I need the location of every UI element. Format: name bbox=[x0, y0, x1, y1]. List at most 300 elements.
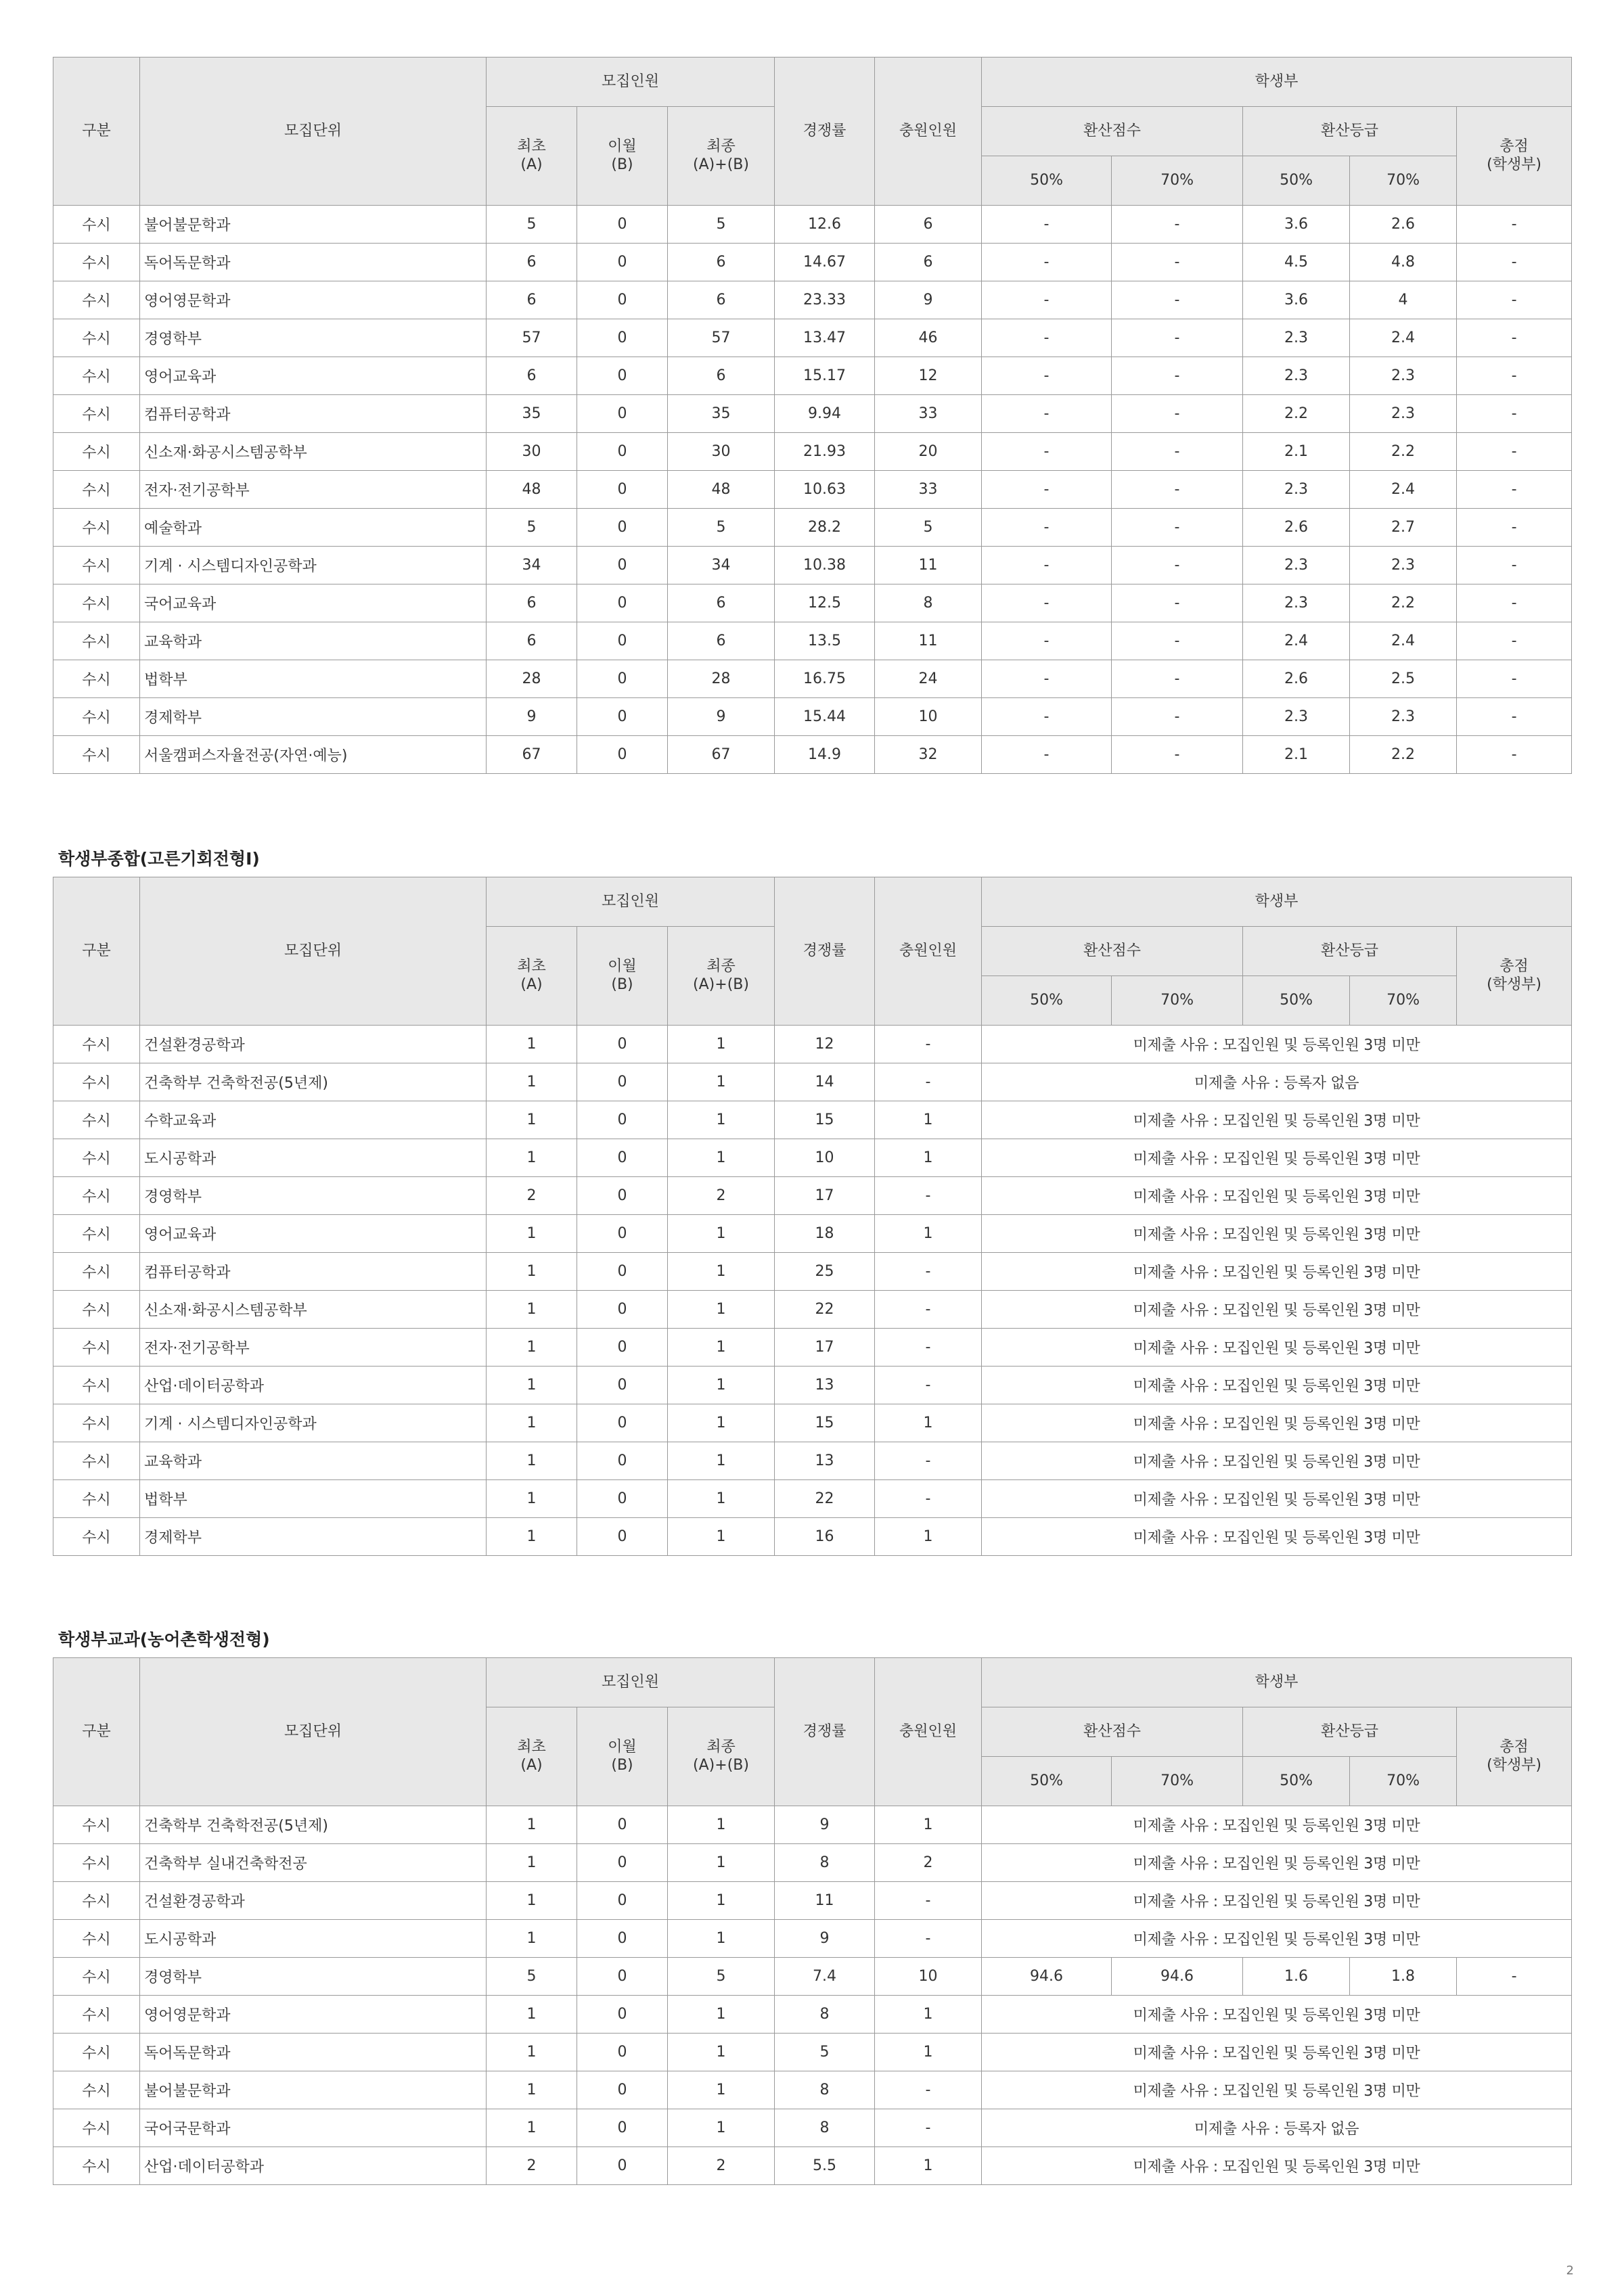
table-cell: - bbox=[875, 1882, 982, 1920]
table-cell: 2 bbox=[668, 2147, 775, 2185]
table-row bbox=[53, 1442, 1572, 1480]
header-final-label: 최종 bbox=[706, 1739, 736, 1756]
table-row bbox=[53, 1480, 1572, 1518]
header-final-sub: (A)+(B) bbox=[693, 1756, 749, 1774]
omission-reason: 미제출 사유 : 모집인원 및 등록인원 3명 미만 bbox=[982, 2071, 1572, 2109]
table-cell: 1 bbox=[875, 2034, 982, 2071]
table-cell: 35 bbox=[487, 395, 577, 433]
table-cell: 1 bbox=[668, 1404, 775, 1442]
header-unit: 모집단위 bbox=[140, 877, 487, 1026]
table-cell: 수시 bbox=[53, 1063, 140, 1101]
table-row bbox=[53, 1291, 1572, 1329]
table-cell: 1 bbox=[668, 1215, 775, 1253]
header-grade: 환산등급 bbox=[1243, 107, 1457, 156]
table-cell: 수시 bbox=[53, 1367, 140, 1404]
table-cell: 10 bbox=[875, 698, 982, 736]
table-cell: 10.63 bbox=[775, 471, 875, 509]
table-cell: - bbox=[982, 319, 1112, 357]
table-row bbox=[53, 395, 1572, 433]
table-row bbox=[53, 1806, 1572, 1844]
header-rate: 경쟁률 bbox=[775, 58, 875, 206]
header-carry bbox=[577, 927, 668, 1026]
table-cell: 5 bbox=[668, 206, 775, 244]
table-cell: 6 bbox=[487, 584, 577, 622]
table-cell: 1 bbox=[875, 1215, 982, 1253]
header-p50: 50% bbox=[1243, 976, 1350, 1026]
header-grade: 환산등급 bbox=[1243, 1707, 1457, 1757]
table-row bbox=[53, 1404, 1572, 1442]
table-cell: 2.6 bbox=[1243, 509, 1350, 547]
table-row bbox=[53, 2147, 1572, 2185]
table-cell: 국어교육과 bbox=[140, 584, 487, 622]
table-cell: 0 bbox=[577, 1177, 668, 1215]
table-cell: 1 bbox=[487, 1253, 577, 1291]
table-cell: 0 bbox=[577, 1518, 668, 1556]
table-cell: - bbox=[982, 357, 1112, 395]
table-cell: 0 bbox=[577, 547, 668, 584]
table-cell: - bbox=[982, 736, 1112, 774]
omission-reason: 미제출 사유 : 모집인원 및 등록인원 3명 미만 bbox=[982, 1920, 1572, 1958]
table-cell: - bbox=[1112, 206, 1243, 244]
table-cell: - bbox=[875, 1253, 982, 1291]
table-cell: 2.2 bbox=[1350, 433, 1457, 471]
omission-reason: 미제출 사유 : 모집인원 및 등록인원 3명 미만 bbox=[982, 1367, 1572, 1404]
table-cell: 1 bbox=[875, 1996, 982, 2034]
table-cell: 2.3 bbox=[1243, 357, 1350, 395]
table-cell: 1.8 bbox=[1350, 1958, 1457, 1996]
table-cell: 수시 bbox=[53, 1101, 140, 1139]
header-total-label: 총점 bbox=[1499, 958, 1529, 975]
header-gubun: 구분 bbox=[53, 877, 140, 1026]
table-cell: 17 bbox=[775, 1329, 875, 1367]
table-cell: 12.6 bbox=[775, 206, 875, 244]
table-cell: 신소재·화공시스템공학부 bbox=[140, 433, 487, 471]
table-cell: - bbox=[1112, 433, 1243, 471]
table-cell: 2 bbox=[487, 1177, 577, 1215]
header-final bbox=[668, 107, 775, 206]
table-cell: 법학부 bbox=[140, 1480, 487, 1518]
table-cell: 34 bbox=[668, 547, 775, 584]
table-cell: 22 bbox=[775, 1480, 875, 1518]
table-cell: - bbox=[875, 1480, 982, 1518]
table-cell: 0 bbox=[577, 319, 668, 357]
section-title: 학생부교과(농어촌학생전형) bbox=[58, 1630, 270, 1649]
table-cell: 13 bbox=[775, 1442, 875, 1480]
table-cell: 2.1 bbox=[1243, 433, 1350, 471]
table-cell: - bbox=[982, 547, 1112, 584]
table-cell: 5 bbox=[487, 1958, 577, 1996]
table-cell: 6 bbox=[487, 357, 577, 395]
table-row bbox=[53, 1518, 1572, 1556]
header-final bbox=[668, 927, 775, 1026]
table-cell: 2.2 bbox=[1243, 395, 1350, 433]
section-title: 학생부종합(고른기회전형Ⅰ) bbox=[58, 849, 260, 869]
header-grade: 환산등급 bbox=[1243, 927, 1457, 976]
table-cell: - bbox=[1457, 509, 1572, 547]
table-cell: - bbox=[982, 281, 1112, 319]
table-cell: 8 bbox=[775, 2109, 875, 2147]
table-cell: - bbox=[1457, 660, 1572, 698]
table-cell: 67 bbox=[487, 736, 577, 774]
table-row bbox=[53, 1844, 1572, 1882]
table-cell: 12.5 bbox=[775, 584, 875, 622]
omission-reason: 미제출 사유 : 모집인원 및 등록인원 3명 미만 bbox=[982, 1996, 1572, 2034]
table-cell: 도시공학과 bbox=[140, 1920, 487, 1958]
table-cell: 6 bbox=[875, 206, 982, 244]
table-cell: 수시 bbox=[53, 395, 140, 433]
omission-reason: 미제출 사유 : 모집인원 및 등록인원 3명 미만 bbox=[982, 1844, 1572, 1882]
table-cell: 수시 bbox=[53, 1291, 140, 1329]
table-cell: - bbox=[1112, 660, 1243, 698]
header-init-label: 최초 bbox=[517, 138, 546, 156]
table-cell: 2.2 bbox=[1350, 584, 1457, 622]
table-cell: 1 bbox=[668, 1480, 775, 1518]
table-cell: 수시 bbox=[53, 660, 140, 698]
table-row bbox=[53, 1253, 1572, 1291]
table-row bbox=[53, 281, 1572, 319]
table-cell: 수시 bbox=[53, 433, 140, 471]
table-cell: 전자·전기공학부 bbox=[140, 1329, 487, 1367]
table-cell: 1 bbox=[875, 1139, 982, 1177]
table-cell: 57 bbox=[487, 319, 577, 357]
table-cell: 6 bbox=[668, 584, 775, 622]
table-cell: - bbox=[875, 1367, 982, 1404]
table-cell: 15 bbox=[775, 1404, 875, 1442]
table-cell: 수시 bbox=[53, 622, 140, 660]
table-row bbox=[53, 471, 1572, 509]
admission-section-3 bbox=[53, 1630, 1571, 2185]
table-cell: 0 bbox=[577, 736, 668, 774]
table-cell: - bbox=[875, 1920, 982, 1958]
table-cell: - bbox=[875, 1177, 982, 1215]
table-cell: 수시 bbox=[53, 1920, 140, 1958]
table-cell: 48 bbox=[487, 471, 577, 509]
table-cell: 0 bbox=[577, 2109, 668, 2147]
table-cell: 1 bbox=[487, 1215, 577, 1253]
table-cell: - bbox=[982, 206, 1112, 244]
table-cell: 서울캠퍼스자율전공(자연·예능) bbox=[140, 736, 487, 774]
header-score: 환산점수 bbox=[982, 107, 1243, 156]
table-cell: - bbox=[1112, 622, 1243, 660]
table-cell: 0 bbox=[577, 1958, 668, 1996]
omission-reason: 미제출 사유 : 모집인원 및 등록인원 3명 미만 bbox=[982, 1329, 1572, 1367]
header-p50: 50% bbox=[1243, 156, 1350, 206]
table-cell: 11 bbox=[875, 622, 982, 660]
table-cell: 1 bbox=[668, 1882, 775, 1920]
table-cell: - bbox=[1457, 698, 1572, 736]
table-cell: - bbox=[1112, 736, 1243, 774]
header-p50: 50% bbox=[1243, 1757, 1350, 1806]
table-cell: 4.5 bbox=[1243, 244, 1350, 281]
header-carry-label: 이월 bbox=[608, 958, 637, 975]
table-cell: 16.75 bbox=[775, 660, 875, 698]
table-cell: 15.44 bbox=[775, 698, 875, 736]
table-cell: 0 bbox=[577, 357, 668, 395]
table-cell: 0 bbox=[577, 1026, 668, 1063]
table-cell: 1 bbox=[487, 1882, 577, 1920]
table-cell: 6 bbox=[668, 281, 775, 319]
table-cell: 수시 bbox=[53, 319, 140, 357]
header-p50: 50% bbox=[982, 976, 1112, 1026]
table-row bbox=[53, 1996, 1572, 2034]
table-cell: 1 bbox=[668, 1063, 775, 1101]
table-cell: 신소재·화공시스템공학부 bbox=[140, 1291, 487, 1329]
table-cell: - bbox=[1457, 471, 1572, 509]
table-cell: 1 bbox=[668, 1026, 775, 1063]
omission-reason: 미제출 사유 : 모집인원 및 등록인원 3명 미만 bbox=[982, 1253, 1572, 1291]
table-cell: - bbox=[1112, 471, 1243, 509]
table-cell: 18 bbox=[775, 1215, 875, 1253]
table-cell: 5 bbox=[668, 509, 775, 547]
table-cell: 2.4 bbox=[1350, 471, 1457, 509]
header-p50: 50% bbox=[982, 1757, 1112, 1806]
header-recruit: 모집인원 bbox=[487, 877, 775, 927]
table-cell: 21.93 bbox=[775, 433, 875, 471]
table-cell: 0 bbox=[577, 1806, 668, 1844]
header-total bbox=[1457, 1707, 1572, 1806]
table-cell: 2.5 bbox=[1350, 660, 1457, 698]
table-row bbox=[53, 509, 1572, 547]
table-cell: 17 bbox=[775, 1177, 875, 1215]
table-cell: 0 bbox=[577, 660, 668, 698]
table-cell: 33 bbox=[875, 471, 982, 509]
table-cell: 6 bbox=[668, 244, 775, 281]
table-cell: 11 bbox=[875, 547, 982, 584]
table-cell: 15 bbox=[775, 1101, 875, 1139]
table-cell: 1 bbox=[487, 2071, 577, 2109]
header-total bbox=[1457, 927, 1572, 1026]
omission-reason: 미제출 사유 : 모집인원 및 등록인원 3명 미만 bbox=[982, 1026, 1572, 1063]
table-cell: 2.3 bbox=[1350, 698, 1457, 736]
table-cell: 13 bbox=[775, 1367, 875, 1404]
table-cell: 경영학부 bbox=[140, 1177, 487, 1215]
page-number: 2 bbox=[1566, 2264, 1574, 2278]
table-cell: 2.4 bbox=[1350, 319, 1457, 357]
table-cell: 9 bbox=[775, 1806, 875, 1844]
table-cell: 25 bbox=[775, 1253, 875, 1291]
table-cell: 0 bbox=[577, 1920, 668, 1958]
omission-reason: 미제출 사유 : 모집인원 및 등록인원 3명 미만 bbox=[982, 1442, 1572, 1480]
table-cell: - bbox=[982, 244, 1112, 281]
table-cell: 교육학과 bbox=[140, 1442, 487, 1480]
table-cell: 1 bbox=[487, 1806, 577, 1844]
table-cell: 0 bbox=[577, 698, 668, 736]
table-cell: 1 bbox=[668, 1806, 775, 1844]
header-p70: 70% bbox=[1112, 156, 1243, 206]
header-extra: 충원인원 bbox=[875, 58, 982, 206]
table-cell: 35 bbox=[668, 395, 775, 433]
table-cell: 10.38 bbox=[775, 547, 875, 584]
table-cell: 예술학과 bbox=[140, 509, 487, 547]
table-cell: 수시 bbox=[53, 206, 140, 244]
table-cell: 94.6 bbox=[1112, 1958, 1243, 1996]
table-cell: 전자·전기공학부 bbox=[140, 471, 487, 509]
table-cell: 수시 bbox=[53, 1882, 140, 1920]
table-row bbox=[53, 698, 1572, 736]
table-cell: 30 bbox=[668, 433, 775, 471]
table-cell: 67 bbox=[668, 736, 775, 774]
table-cell: 2 bbox=[487, 2147, 577, 2185]
table-cell: 28.2 bbox=[775, 509, 875, 547]
omission-reason: 미제출 사유 : 모집인원 및 등록인원 3명 미만 bbox=[982, 1404, 1572, 1442]
header-carry-sub: (B) bbox=[611, 156, 633, 173]
table-cell: 수시 bbox=[53, 1177, 140, 1215]
table-cell: 1 bbox=[668, 2071, 775, 2109]
table-cell: 7.4 bbox=[775, 1958, 875, 1996]
table-cell: 9 bbox=[668, 698, 775, 736]
table-cell: 2.2 bbox=[1350, 736, 1457, 774]
table-cell: 0 bbox=[577, 1063, 668, 1101]
table-cell: 2.4 bbox=[1350, 622, 1457, 660]
omission-reason: 미제출 사유 : 모집인원 및 등록인원 3명 미만 bbox=[982, 2034, 1572, 2071]
table-row bbox=[53, 319, 1572, 357]
table-cell: 1 bbox=[875, 2147, 982, 2185]
omission-reason: 미제출 사유 : 모집인원 및 등록인원 3명 미만 bbox=[982, 1806, 1572, 1844]
table-cell: 6 bbox=[875, 244, 982, 281]
table-cell: 0 bbox=[577, 471, 668, 509]
table-cell: 15.17 bbox=[775, 357, 875, 395]
table-cell: - bbox=[1112, 244, 1243, 281]
table-cell: 0 bbox=[577, 1215, 668, 1253]
admission-section-2 bbox=[53, 849, 1571, 1556]
table-row bbox=[53, 2109, 1572, 2147]
table-cell: 12 bbox=[775, 1026, 875, 1063]
table-cell: - bbox=[982, 698, 1112, 736]
table-cell: 1 bbox=[668, 2109, 775, 2147]
table-cell: 11 bbox=[775, 1882, 875, 1920]
header-carry-label: 이월 bbox=[608, 1739, 637, 1756]
table-cell: 수시 bbox=[53, 357, 140, 395]
table-cell: 2 bbox=[875, 1844, 982, 1882]
omission-reason: 미제출 사유 : 모집인원 및 등록인원 3명 미만 bbox=[982, 1518, 1572, 1556]
omission-reason: 미제출 사유 : 모집인원 및 등록인원 3명 미만 bbox=[982, 1480, 1572, 1518]
table-cell: 2.3 bbox=[1350, 357, 1457, 395]
table-row bbox=[53, 584, 1572, 622]
table-cell: 1 bbox=[875, 1101, 982, 1139]
table-cell: 0 bbox=[577, 2071, 668, 2109]
table-cell: 1 bbox=[668, 1920, 775, 1958]
table-cell: 3.6 bbox=[1243, 206, 1350, 244]
table-cell: 수시 bbox=[53, 698, 140, 736]
admission-table bbox=[53, 1657, 1572, 2185]
table-cell: 수시 bbox=[53, 547, 140, 584]
table-row bbox=[53, 1026, 1572, 1063]
table-cell: 1 bbox=[668, 1996, 775, 2034]
table-cell: 0 bbox=[577, 1291, 668, 1329]
table-cell: 0 bbox=[577, 1101, 668, 1139]
table-cell: 9.94 bbox=[775, 395, 875, 433]
table-cell: 수시 bbox=[53, 1253, 140, 1291]
table-cell: 5 bbox=[668, 1958, 775, 1996]
table-cell: 기계 · 시스템디자인공학과 bbox=[140, 1404, 487, 1442]
table-cell: 10 bbox=[775, 1139, 875, 1177]
table-cell: 24 bbox=[875, 660, 982, 698]
table-row bbox=[53, 1215, 1572, 1253]
table-cell: 1 bbox=[668, 1139, 775, 1177]
table-cell: 33 bbox=[875, 395, 982, 433]
table-cell: 1 bbox=[487, 1844, 577, 1882]
table-cell: 13.47 bbox=[775, 319, 875, 357]
header-init-sub: (A) bbox=[520, 156, 543, 173]
header-total-label: 총점 bbox=[1499, 1739, 1529, 1756]
table-cell: 8 bbox=[775, 2071, 875, 2109]
table-row bbox=[53, 2034, 1572, 2071]
table-cell: - bbox=[875, 1442, 982, 1480]
table-cell: 1 bbox=[875, 1806, 982, 1844]
table-row bbox=[53, 244, 1572, 281]
table-cell: 6 bbox=[487, 622, 577, 660]
table-cell: 30 bbox=[487, 433, 577, 471]
table-cell: 2.1 bbox=[1243, 736, 1350, 774]
table-cell: 2.4 bbox=[1243, 622, 1350, 660]
table-cell: 6 bbox=[668, 357, 775, 395]
table-cell: 46 bbox=[875, 319, 982, 357]
table-cell: 23.33 bbox=[775, 281, 875, 319]
table-cell: 영어영문학과 bbox=[140, 1996, 487, 2034]
table-cell: 0 bbox=[577, 1442, 668, 1480]
header-unit: 모집단위 bbox=[140, 58, 487, 206]
table-cell: - bbox=[982, 660, 1112, 698]
table-cell: 34 bbox=[487, 547, 577, 584]
table-cell: 수시 bbox=[53, 1844, 140, 1882]
table-cell: 수시 bbox=[53, 584, 140, 622]
omission-reason: 미제출 사유 : 모집인원 및 등록인원 3명 미만 bbox=[982, 1101, 1572, 1139]
table-cell: 9 bbox=[487, 698, 577, 736]
header-record: 학생부 bbox=[982, 877, 1572, 927]
table-cell: 컴퓨터공학과 bbox=[140, 395, 487, 433]
table-cell: 10 bbox=[875, 1958, 982, 1996]
table-cell: 12 bbox=[875, 357, 982, 395]
header-p70: 70% bbox=[1350, 976, 1457, 1026]
table-row bbox=[53, 1063, 1572, 1101]
table-cell: 0 bbox=[577, 281, 668, 319]
header-row bbox=[53, 1658, 1572, 1707]
table-cell: 0 bbox=[577, 395, 668, 433]
table-cell: 4.8 bbox=[1350, 244, 1457, 281]
header-extra: 충원인원 bbox=[875, 877, 982, 1026]
table-cell: 독어독문학과 bbox=[140, 2034, 487, 2071]
table-cell: 8 bbox=[875, 584, 982, 622]
table-cell: 9 bbox=[775, 1920, 875, 1958]
table-cell: 1 bbox=[668, 1253, 775, 1291]
table-cell: 교육학과 bbox=[140, 622, 487, 660]
header-carry-sub: (B) bbox=[611, 975, 633, 993]
header-final-label: 최종 bbox=[706, 138, 736, 156]
header-record: 학생부 bbox=[982, 1658, 1572, 1707]
table-cell: - bbox=[1457, 433, 1572, 471]
table-cell: 0 bbox=[577, 2034, 668, 2071]
table-cell: - bbox=[1112, 509, 1243, 547]
table-row bbox=[53, 547, 1572, 584]
table-cell: 1 bbox=[668, 1329, 775, 1367]
table-cell: - bbox=[875, 1329, 982, 1367]
table-cell: - bbox=[1457, 319, 1572, 357]
header-total-sub: (학생부) bbox=[1487, 156, 1542, 173]
table-cell: 0 bbox=[577, 622, 668, 660]
table-cell: 영어교육과 bbox=[140, 1215, 487, 1253]
table-cell: 불어불문학과 bbox=[140, 2071, 487, 2109]
table-cell: - bbox=[982, 471, 1112, 509]
table-row bbox=[53, 660, 1572, 698]
table-cell: 경제학부 bbox=[140, 1518, 487, 1556]
table-cell: 0 bbox=[577, 244, 668, 281]
header-init bbox=[487, 107, 577, 206]
table-cell: - bbox=[1457, 357, 1572, 395]
table-row bbox=[53, 736, 1572, 774]
table-cell: - bbox=[1457, 622, 1572, 660]
table-cell: - bbox=[1112, 395, 1243, 433]
table-cell: 8 bbox=[775, 1996, 875, 2034]
